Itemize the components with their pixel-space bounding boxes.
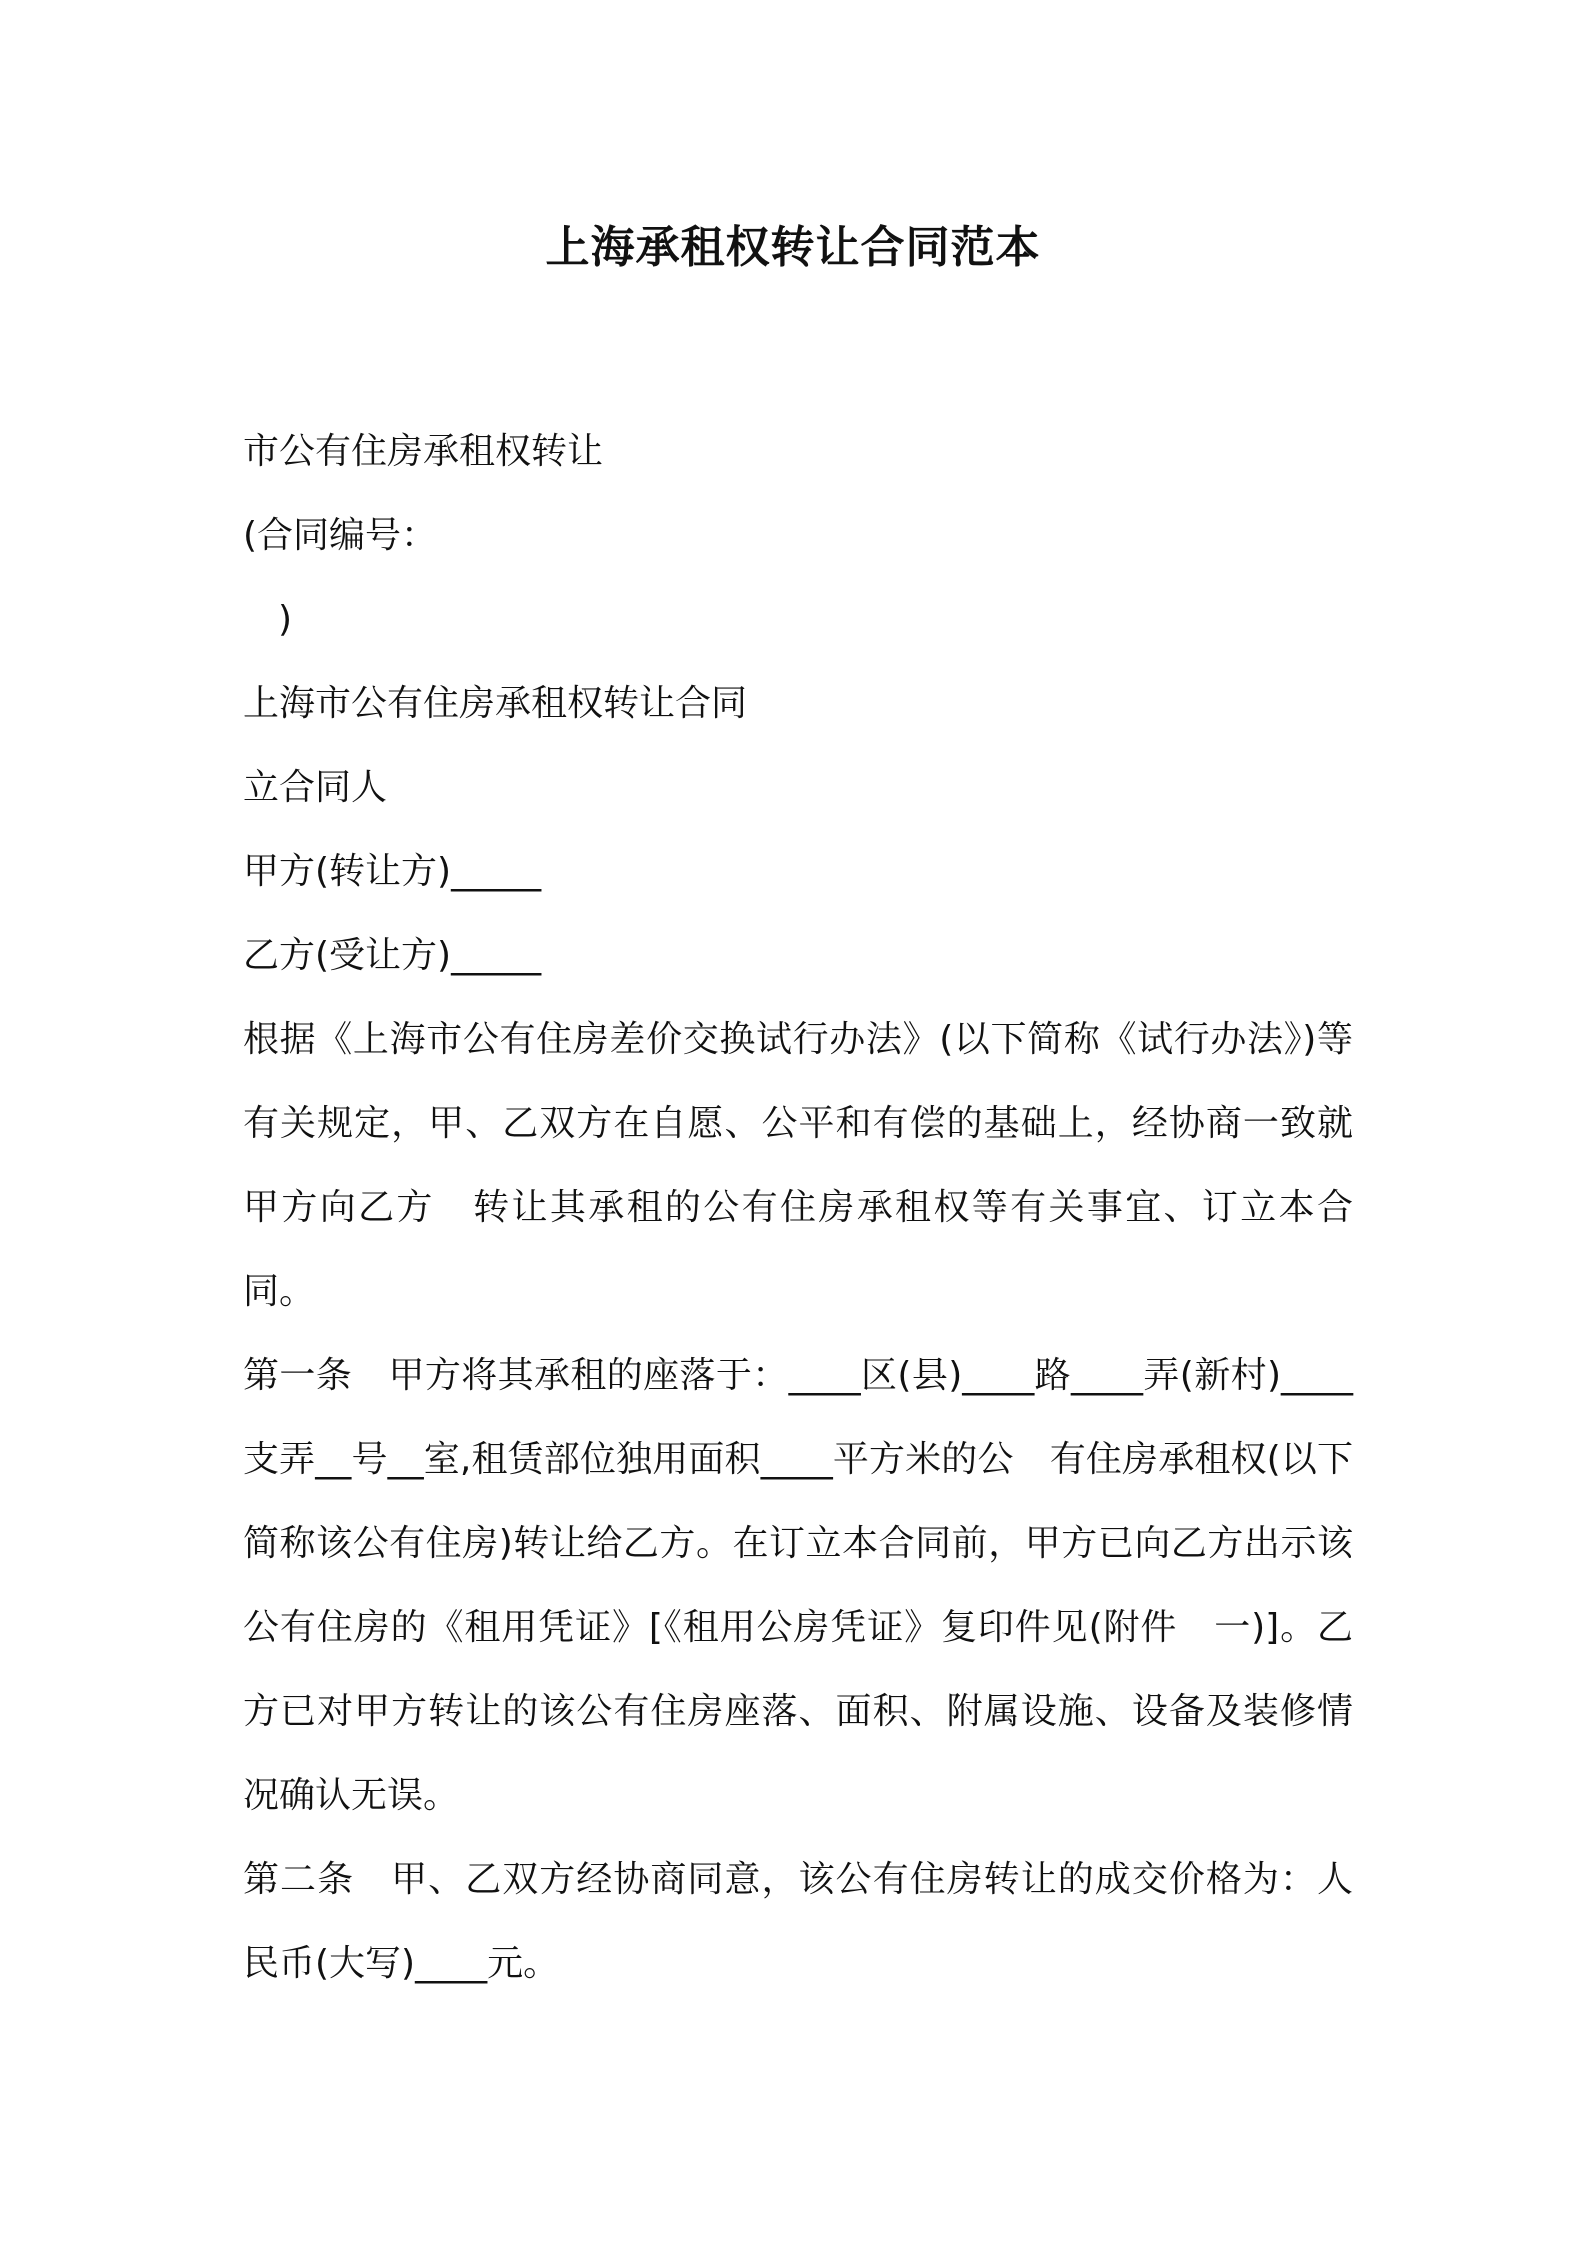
contract-number-close: ) bbox=[278, 599, 293, 640]
party-b: 乙方(受让方)_____ bbox=[243, 935, 542, 976]
heading-transfer: 市公有住房承租权转让 bbox=[243, 431, 604, 472]
document-title: 上海承租权转让合同范本 bbox=[545, 222, 1041, 273]
preamble-paragraph: 根据《上海市公有住房差价交换试行办法》(以下简称《试行办法》)等有关规定，甲、乙双方在自愿、公平和有偿的基础上，经协商一致就甲方向乙方 转让其承租的公有住房承租权等有关事宜、订立本合同。 bbox=[243, 1019, 1353, 1312]
contract-number-label: (合同编号： bbox=[243, 515, 438, 556]
contract-heading: 上海市公有住房承租权转让合同 bbox=[243, 683, 748, 724]
article-2-paragraph: 第二条 甲、乙双方经协商同意，该公有住房转让的成交价格为：人民币(大写)____元。 bbox=[243, 1859, 1353, 1984]
document-body bbox=[243, 410, 1353, 2006]
parties-label: 立合同人 bbox=[243, 767, 388, 808]
party-a: 甲方(转让方)_____ bbox=[243, 851, 542, 892]
article-1-paragraph: 第一条 甲方将其承租的座落于：____区(县)____路____弄(新村)____支弄__号__室,租赁部位独用面积____平方米的公 有住房承租权(以下简称该公有住房)转让给乙方。在订立本合同前，甲方已向乙方出示该公有住房的《租用凭证》[《租用公房凭证》复印件见(附件 一)]。乙方已对甲方转让的该公有住房座落、面积、附属设施、设备及装修情况确认无误。 bbox=[243, 1355, 1353, 1816]
